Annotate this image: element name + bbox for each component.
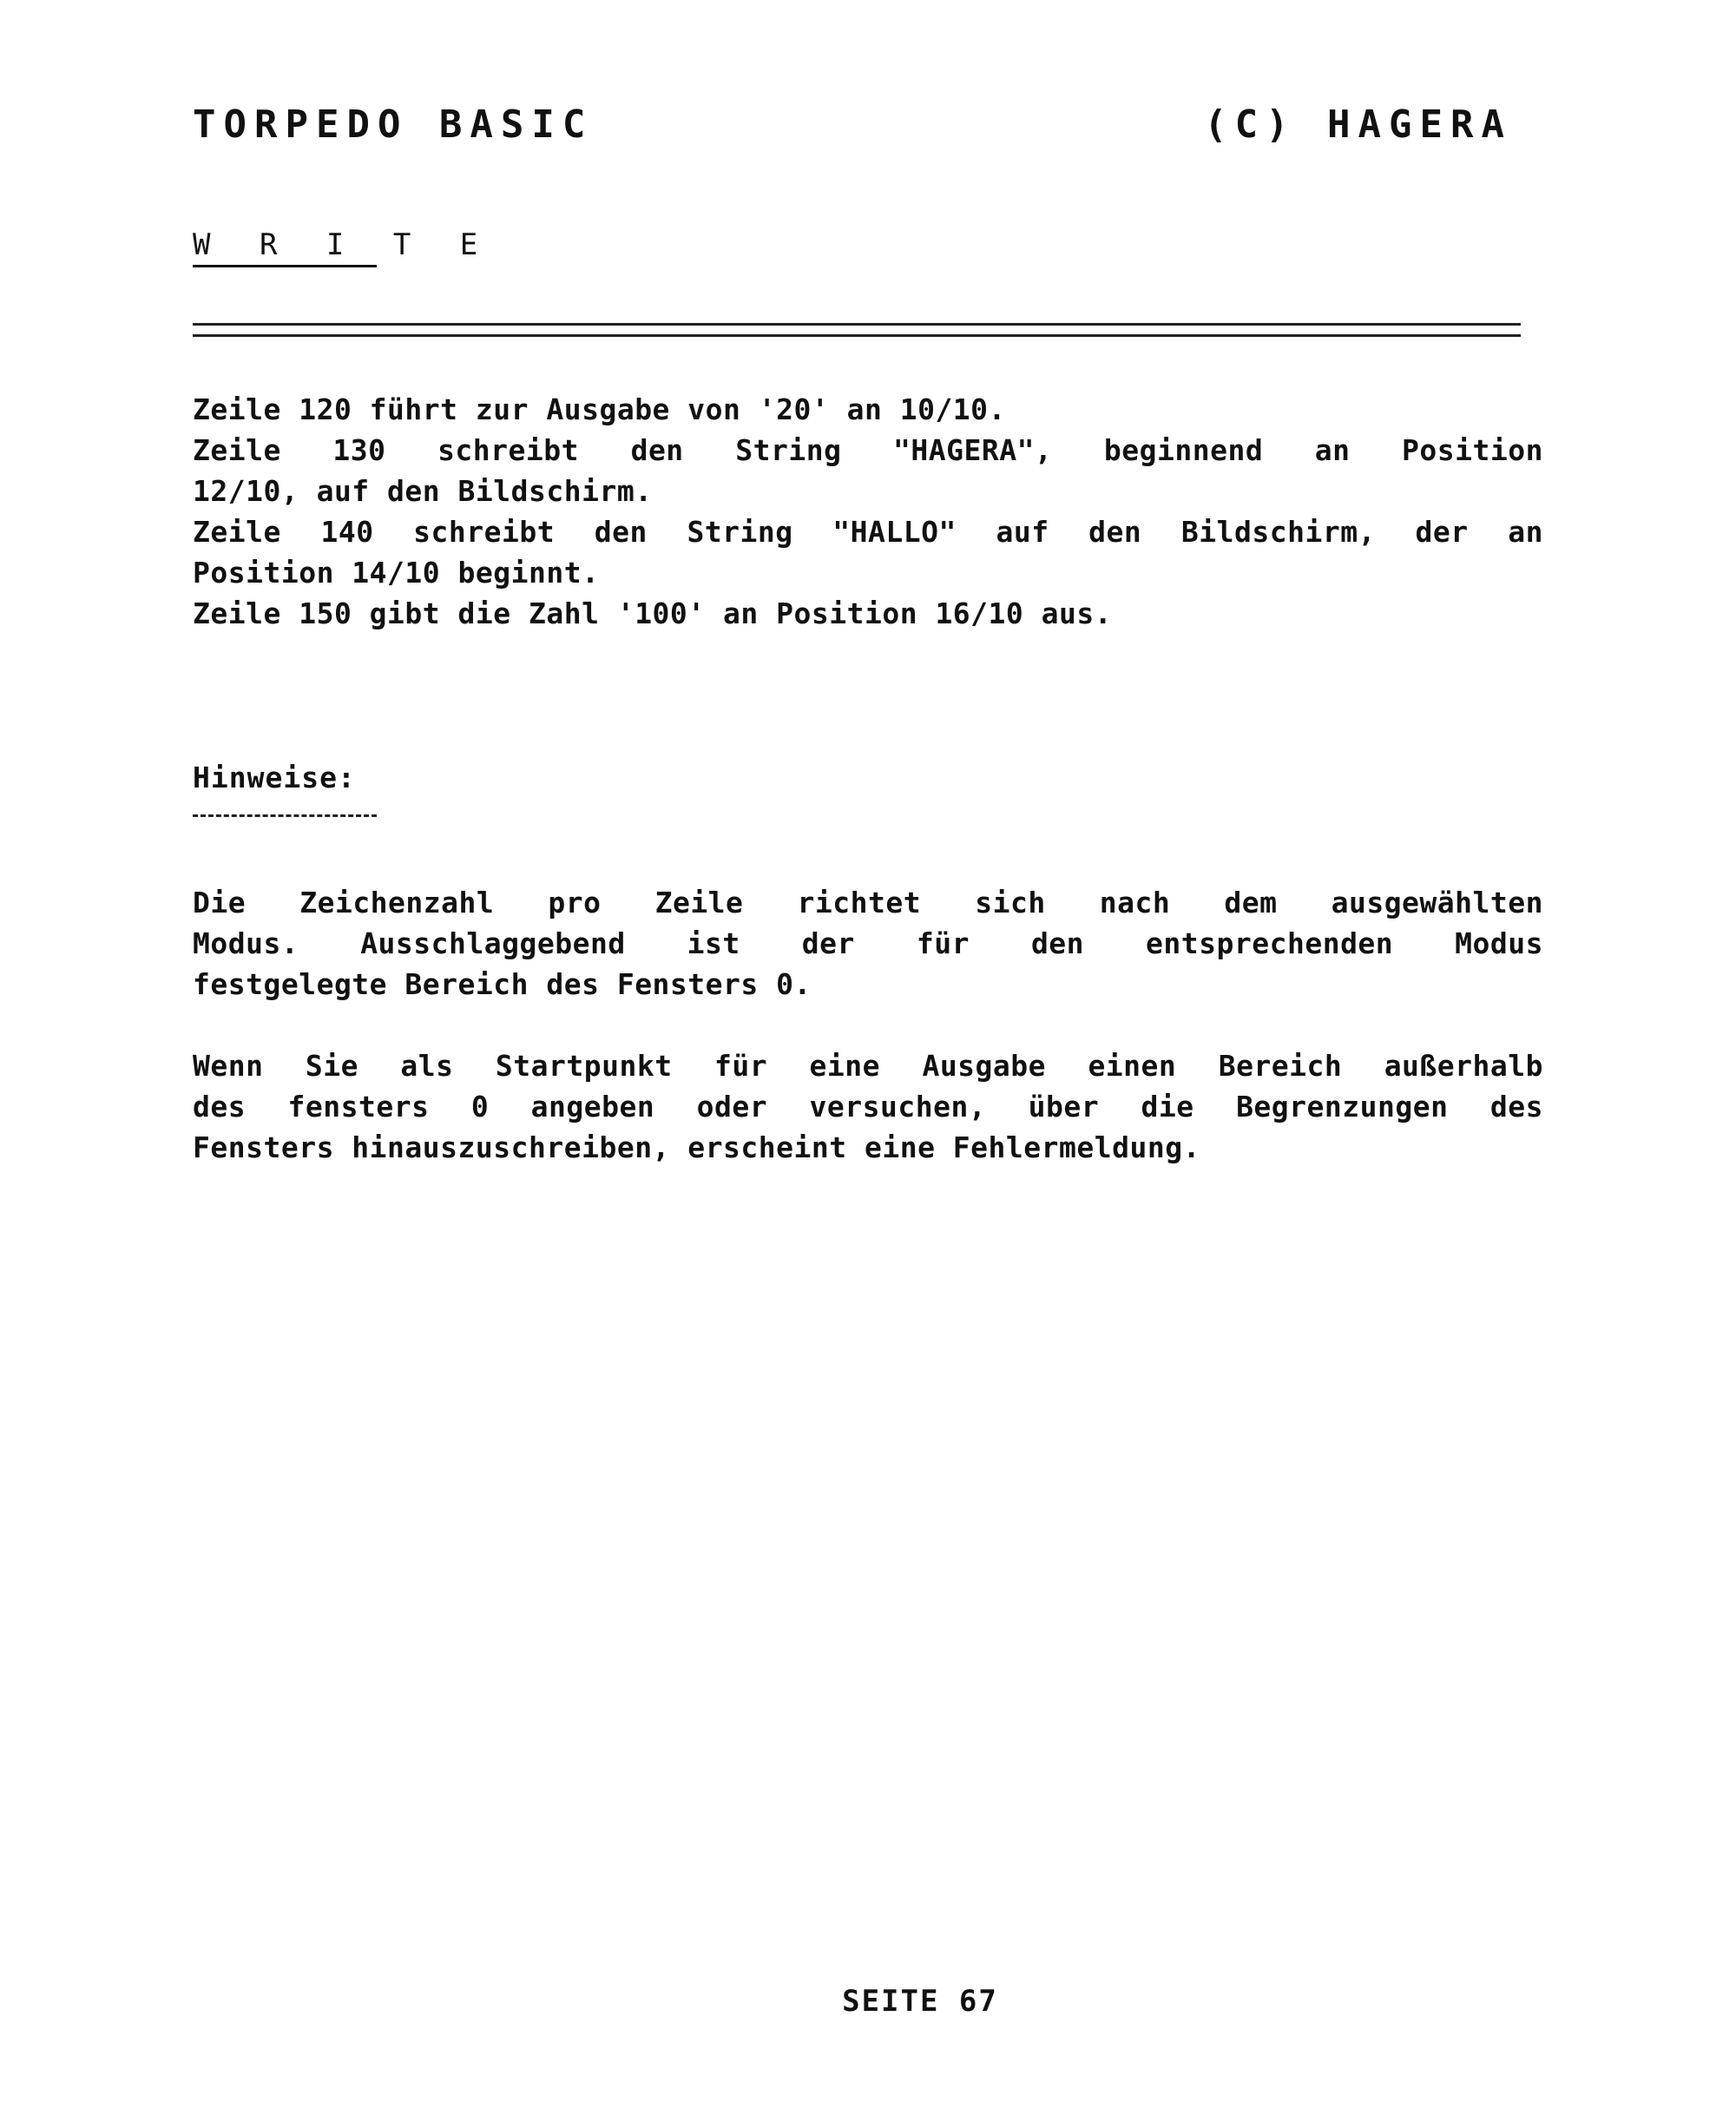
notes-paragraph-1 — [193, 882, 1543, 1005]
description-line: 12/10, auf den Bildschirm. — [193, 474, 653, 508]
notes-paragraph-2 — [193, 1045, 1543, 1168]
notes-line: Modus. Ausschlaggebend ist der für den entsprechenden Modus — [193, 926, 1543, 960]
notes-line: Fensters hinauszuschreiben, erscheint eine Fehlermeldung. — [193, 1130, 1200, 1164]
section-title-underline — [193, 265, 377, 267]
notes-line: Die Zeichenzahl pro Zeile richtet sich nach dem ausgewählten — [193, 886, 1543, 919]
header-title: TORPEDO BASIC — [193, 102, 594, 147]
page-header — [193, 102, 1512, 155]
description-line: Zeile 130 schreibt den String "HAGERA", beginnend an Position — [193, 433, 1543, 467]
page-number: SEITE 67 — [842, 1984, 998, 2019]
description-line: Position 14/10 beginnt. — [193, 556, 600, 590]
section-title: W R I T E — [193, 227, 494, 262]
notes-heading-underline — [193, 814, 377, 817]
notes-line: des fensters 0 angeben oder versuchen, über die Begrenzungen des — [193, 1090, 1543, 1124]
notes-line: festgelegte Bereich des Fensters 0. — [193, 967, 812, 1001]
notes-heading: Hinweise: — [193, 761, 356, 794]
description-line: Zeile 140 schreibt den String "HALLO" auf den Bildschirm, der an — [193, 515, 1543, 549]
double-divider — [193, 323, 1521, 337]
description-line: Zeile 120 führt zur Ausgabe von '20' an 10/10. — [193, 392, 1006, 426]
notes-line: Wenn Sie als Startpunkt für eine Ausgabe einen Bereich außerhalb — [193, 1049, 1543, 1083]
description-line: Zeile 150 gibt die Zahl '100' an Position 16/10 aus. — [193, 596, 1113, 630]
header-copyright: (C) HAGERA — [1204, 102, 1512, 147]
description-block — [193, 389, 1543, 634]
